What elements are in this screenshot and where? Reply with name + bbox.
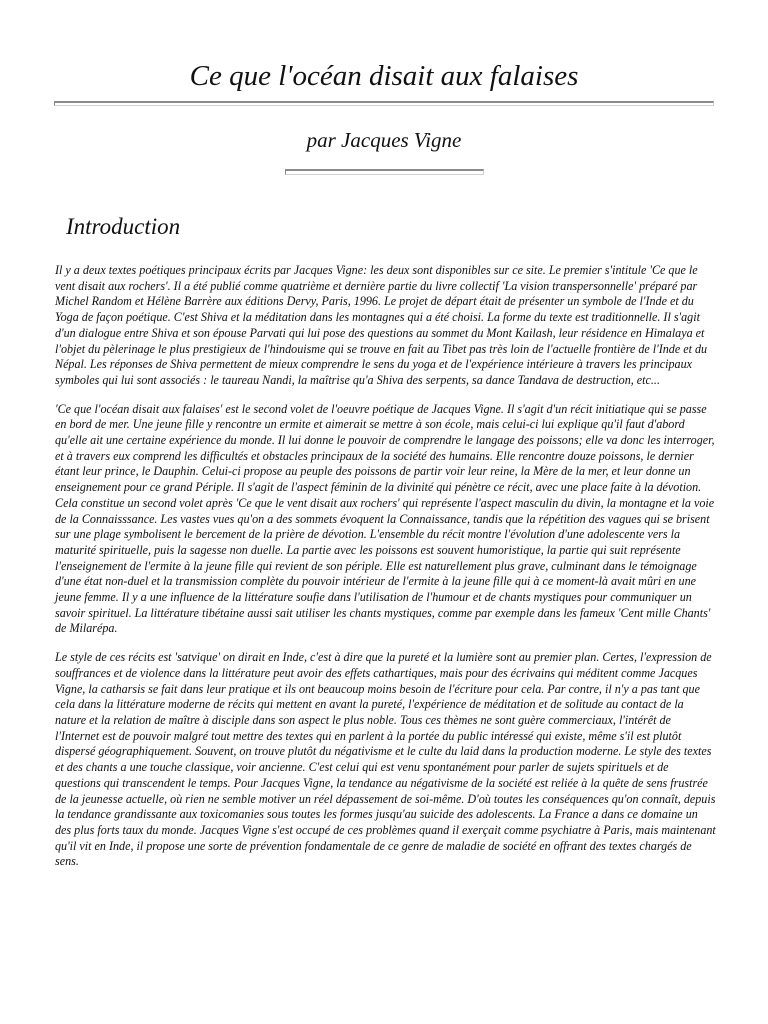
horizontal-rule-short	[285, 169, 484, 175]
body-text	[55, 263, 716, 883]
section-heading: Introduction	[66, 214, 181, 239]
paragraph-1: Il y a deux textes poétiques principaux écrits par Jacques Vigne: les deux sont disponibles sur ce site. Le premier s'intitule 'Ce que le vent disait aux rochers'. Il a été publié comme quatrième et dernière partie du livre collectif 'La vision transpersonnelle' préparé par Michel Random et Hélène Barrère aux éditions Dervy, Paris, 1996. Le projet de départ était de présenter un symbole de l'Inde et du Yoga de façon poétique. C'est Shiva et la méditation dans les montagnes qui a été choisi. La forme du texte est traditionnelle. Il s'agit d'un dialogue entre Shiva et son épouse Parvati qui lui pose des questions au sommet du Mont Kailash, leur résidence en Himalaya et l'objet du pèlerinage le plus prestigieux de l'hindouisme qui se trouve en fait au Tibet pas très loin de l'actuelle frontière de l'Inde et du Népal. Les réponses de Shiva permettent de mieux comprendre le sens du yoga et de l'expérience intérieure à travers les principaux symboles qui lui sont associés : le taureau Nandi, la maîtrise qu'a Shiva des serpents, sa dance Tandava de destruction, etc...	[55, 263, 708, 387]
page-title: Ce que l'océan disait aux falaises	[189, 60, 579, 92]
horizontal-rule-top	[54, 101, 714, 106]
paragraph-2: 'Ce que l'océan disait aux falaises' est le second volet de l'oeuvre poétique de Jacques Vigne. Il s'agit d'un récit initiatique qui se passe en bord de mer. Une jeune fille y rencontre un ermite et aimerait se mettre à son école, mais celui-ci lui explique qu'il faut d'abord qu'elle ait une certaine expérience du monde. Il lui donne le pouvoir de comprendre le langage des poissons; elle va donc les interroger, et à travers eux comprend les difficultés et obstacles principaux de la société des humains. Elle rencontre douze poissons, le dernier étant leur prince, le Dauphin. Celui-ci propose au peuple des poissons de partir voir leur reine, la Mère de la mer, et leur donne un enseignement pour ce grand Périple. Il s'agit de l'aspect féminin de la divinité qui pénètre ce récit, avec une place faite à la dévotion. Cela constitue un second volet après 'Ce que le vent disait aux rochers' qui représente l'aspect masculin du divin, la montagne et la voie de la Connaisssance. Les vastes vues qu'on a des sommets évoquent la Connaissance, tandis que la répétition des vagues qui se brisent sur une plage symbolisent le bercement de la prière de dévotion. L'ensemble du récit montre l'évolution d'une adolescente vers la maturité spirituelle, puis la sagesse non duelle. La partie avec les poissons est souvent humoristique, la partie qui suit représente l'enseignement de l'ermite à la jeune fille qui revient de son périple. Elle est naturellement plus grave, culminant dans le témoignage d'une état non-duel et la transmission complète du pouvoir intérieur de l'ermite à la jeune fille qui à ce moment-là avait mûri en une jeune femme. Il y a une influence de la littérature soufie dans l'utilisation de l'humour et de chants mystiques pour communiquer un savoir spirituel. La littérature tibétaine aussi sait utiliser les chants mystiques, comme par exemple dans les fameux 'Cent mille Chants' de Milarépa.	[55, 401, 715, 636]
paragraph-3: Le style de ces récits est 'satvique' on dirait en Inde, c'est à dire que la pureté et la lumière sont au premier plan. Certes, l'expression de souffrances et de violence dans la littérature peut avoir des effets cathartiques, mais pour des écrivains qui méditent comme Jacques Vigne, la catharsis se fait dans leur pratique et ils ont beaucoup moins besoin de l'écriture pour cela. Par contre, il n'y a pas tant que cela dans la littérature moderne de récits qui mettent en avant la pureté, l'expérience de méditation et de solitude au contact de la nature et la relation de maître à disciple dans son aspect le plus noble. Tous ces thèmes ne sont guère commerciaux, l'intérêt de l'Internet est de pouvoir malgré tout mettre des textes qui en parlent à la portée du public intéressé qui existe, même s'il est plutôt dispersé géographiquement. Souvent, on trouve plutôt du négativisme et le culte du laid dans la production moderne. Le style des textes et des chants a une touche classique, voir ancienne. C'est celui qui est venu spontanément pour parler de sujets spirituels et de questions qui transcendent le temps. Pour Jacques Vigne, la tendance au négativisme de la société est reliée à la quête de sens frustrée de la jeunesse actuelle, où rien ne semble motiver un réel dépassement de soi-même. D'où toutes les conséquences qu'on connaît, depuis la tendance grandissante aux toxicomanies sous toutes les formes jusqu'au suicide des adolescents. La France a dans ce domaine un des plus forts taux du monde. Jacques Vigne s'est occupé de ces problèmes quand il exerçait comme psychiatre à Paris, mais maintenant qu'il vit en Inde, il propose une sorte de prévention fondamentale de ce genre de maladie de société en offrant des textes chargés de sens.	[55, 650, 716, 869]
author-byline: par Jacques Vigne	[306, 128, 462, 152]
